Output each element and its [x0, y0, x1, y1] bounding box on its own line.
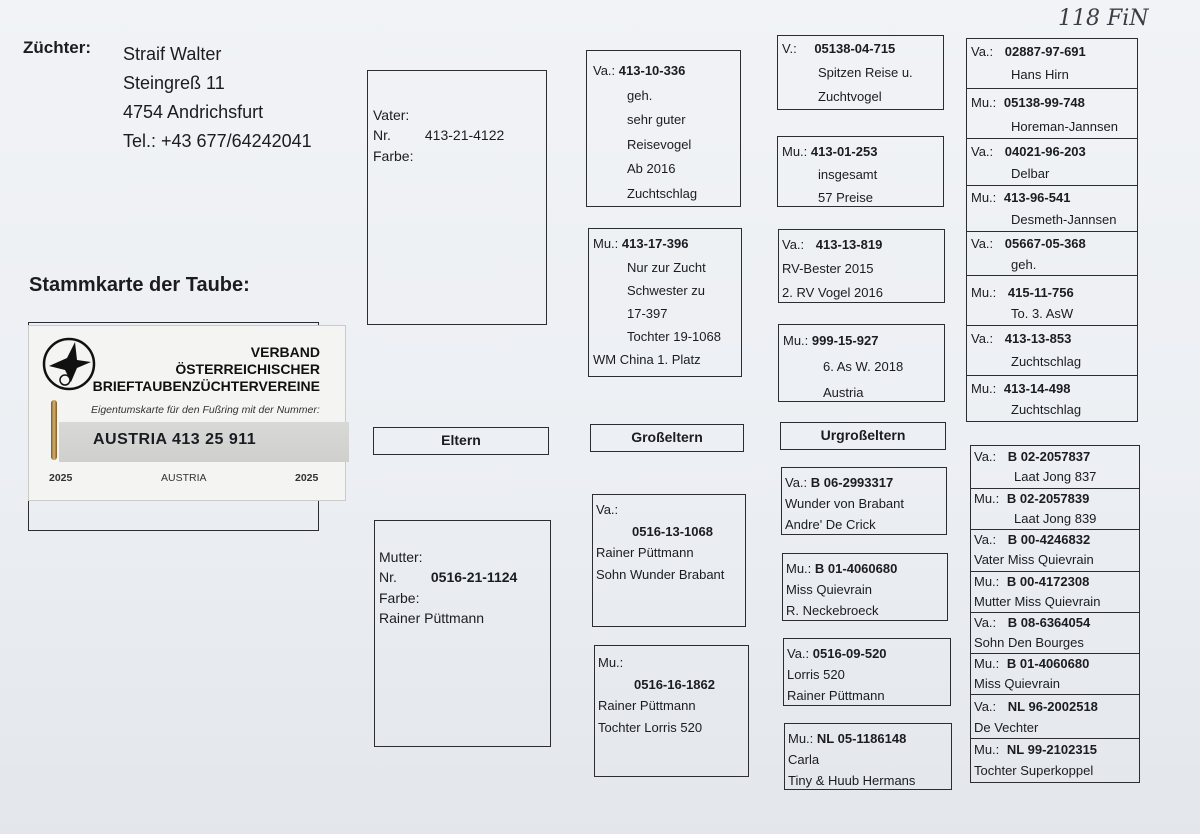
gggp-label: Mu.: — [971, 95, 997, 110]
ggp-ring: B 06-2993317 — [810, 475, 894, 490]
ggp-label: Mu.: — [788, 731, 814, 746]
gggp-ring: 413-13-853 — [1004, 331, 1072, 346]
gggp-label: Mu.: — [971, 190, 997, 205]
mother-breeder: Rainer Püttmann — [379, 609, 485, 626]
ggp-note: Spitzen Reise u. — [818, 65, 913, 80]
gggp-note: Tochter Superkoppel — [974, 763, 1094, 778]
ggp-box-5 — [781, 467, 947, 535]
gggp-ring: B 00-4246832 — [1007, 532, 1091, 547]
gggp-note: Hans Hirn — [1011, 67, 1069, 82]
card-title-line3: BRIEFTAUBENZÜCHTERVEREINE — [92, 378, 320, 394]
gp-ff-notes — [593, 84, 740, 207]
association-logo-icon — [41, 336, 97, 392]
ggp-label: Va.: — [785, 475, 808, 490]
gggp-label: Mu.: — [974, 491, 1000, 506]
gggp-label: Mu.: — [974, 656, 1000, 671]
breeder-street: Steingreß 11 — [123, 73, 225, 93]
gp-fm-note: Tochter 19-1068 — [627, 329, 721, 344]
gp-fm-note: 17-397 — [627, 306, 668, 321]
label-grandparents: Großeltern — [590, 424, 744, 452]
ring-number: AUSTRIA 413 25 911 — [93, 431, 257, 448]
gp-ff-note: Ab 2016 — [627, 161, 676, 176]
gggp-label: Va.: — [974, 699, 997, 714]
father-box — [367, 70, 547, 325]
gp-ff-note: Zuchtschlag — [627, 185, 698, 201]
gggp-note: Zuchtschlag — [1011, 354, 1082, 369]
gggp-label: Va.: — [974, 532, 997, 547]
ggp-label: Va.: — [787, 646, 810, 661]
divider — [967, 88, 1137, 89]
mother-box — [374, 520, 551, 747]
gp-mf-ring: 0516-13-1068 — [632, 523, 713, 539]
gp-fm-note: Schwester zu — [627, 283, 706, 298]
gggp-entry — [971, 378, 1081, 420]
ggp-ring: NL 05-1186148 — [816, 731, 907, 746]
ggp-note: R. Neckebroeck — [786, 603, 879, 618]
card-year-right: 2025 — [295, 472, 319, 484]
mother-label: Mutter: — [379, 549, 423, 565]
gp-fm-notes — [593, 256, 741, 348]
gggp-entry — [971, 141, 1086, 185]
ggp-ring: 999-15-927 — [811, 333, 879, 348]
label-parents: Eltern — [373, 427, 549, 455]
gggp-ring: B 02-2057839 — [1006, 491, 1090, 506]
gp-mm-ring: 0516-16-1862 — [634, 676, 715, 692]
gggp-note: geh. — [1011, 257, 1037, 272]
gp-mother-mother-box — [594, 645, 749, 777]
gggp-entry — [974, 447, 1096, 487]
ggp-note: Wunder von Brabant — [785, 496, 904, 511]
gggp-note: Horeman-Jannsen — [1011, 119, 1118, 134]
handwritten-note: 118 FiN — [1058, 6, 1149, 31]
card-title-line2: ÖSTERREICHISCHER — [175, 361, 320, 377]
divider — [971, 694, 1139, 695]
divider — [967, 231, 1137, 232]
mother-ring: 0516-21-1124 — [430, 569, 518, 586]
breeder-phone: Tel.: +43 677/64242041 — [123, 131, 312, 151]
gggp-entry — [974, 696, 1098, 738]
card-country: AUSTRIA — [161, 472, 207, 484]
gggp-label: Va.: — [974, 615, 997, 630]
gp-mm-note: Tochter Lorris 520 — [598, 719, 703, 735]
gggp-entry — [971, 327, 1081, 373]
gggp-label: Va.: — [971, 236, 994, 251]
ggp-ring: 0516-09-520 — [812, 646, 887, 661]
gggp-label: Va.: — [971, 44, 994, 59]
gggp-column-upper — [966, 38, 1138, 422]
ggp-box-7 — [783, 638, 951, 706]
ggp-note: Rainer Püttmann — [787, 688, 885, 703]
gp-ff-ring: 413-10-336 — [618, 63, 686, 78]
gggp-ring: 05138-99-748 — [1003, 95, 1085, 110]
gggp-ring: 413-14-498 — [1003, 381, 1071, 396]
gp-ff-note: Reisevogel — [627, 136, 692, 152]
gggp-ring: 02887-97-691 — [1004, 44, 1086, 59]
ggp-note: Andre' De Crick — [785, 517, 876, 532]
father-nr-label: Nr. — [373, 127, 391, 144]
gggp-note: De Vechter — [974, 720, 1039, 735]
gggp-note: Vater Miss Quievrain — [974, 552, 1094, 567]
gggp-note: Zuchtschlag — [1011, 402, 1082, 417]
card-subtitle: Eigentumskarte für den Fußring mit der Nummer: — [91, 404, 320, 416]
breeder-city: 4754 Andrichsfurt — [123, 102, 264, 122]
gp-mf-label: Va.: — [596, 502, 619, 517]
divider — [967, 375, 1137, 376]
gp-ff-note: geh. — [627, 87, 653, 103]
gggp-ring: NL 99-2102315 — [1006, 742, 1098, 757]
label-great-grandparents: Urgroßeltern — [780, 422, 946, 450]
gp-fm-note: Nur zur Zucht — [627, 260, 706, 275]
ggp-note: insgesamt — [818, 167, 878, 182]
gp-mm-label: Mu.: — [598, 655, 624, 670]
gggp-ring: B 00-4172308 — [1006, 574, 1090, 589]
ggp-note: 6. As W. 2018 — [823, 359, 904, 374]
gggp-note: Delbar — [1011, 166, 1050, 181]
gggp-ring: B 02-2057837 — [1007, 449, 1091, 464]
gp-mf-note: Rainer Püttmann — [596, 545, 694, 560]
ggp-note: Tiny & Huub Hermans — [788, 773, 916, 788]
gggp-note: To. 3. AsW — [1011, 306, 1074, 321]
father-color-label: Farbe: — [373, 147, 414, 164]
ggp-box-1 — [777, 35, 944, 110]
ring-ownership-card — [28, 325, 346, 501]
gggp-ring: 415-11-756 — [1007, 285, 1074, 300]
gggp-entry — [974, 572, 1100, 612]
divider — [967, 275, 1137, 276]
ggp-label: V.: — [782, 41, 797, 56]
ggp-box-4 — [778, 324, 945, 402]
gp-fm-note: WM China 1. Platz — [593, 352, 701, 367]
gp-father-father-box — [586, 50, 741, 207]
gggp-note: Laat Jong 837 — [1014, 469, 1097, 484]
ggp-ring: 413-13-819 — [815, 237, 883, 252]
gggp-entry — [974, 489, 1096, 529]
gggp-entry — [971, 282, 1074, 324]
gggp-label: Va.: — [971, 331, 994, 346]
divider — [967, 325, 1137, 326]
breeder-label: Züchter: — [23, 38, 91, 57]
ggp-box-8 — [784, 723, 952, 790]
gggp-ring: B 08-6364054 — [1007, 615, 1091, 630]
ggp-note: Lorris 520 — [787, 667, 845, 682]
gggp-note: Desmeth-Jannsen — [1011, 212, 1117, 227]
ggp-label: Mu.: — [783, 333, 809, 348]
ggp-note: Carla — [788, 752, 820, 767]
divider — [967, 185, 1137, 186]
ggp-note: 57 Preise — [818, 190, 873, 205]
father-label: Vater: — [373, 107, 410, 123]
gp-fm-label: Mu.: — [593, 236, 619, 251]
card-year-left: 2025 — [49, 472, 73, 484]
breeder-address — [123, 40, 312, 156]
gggp-label: Va.: — [971, 144, 994, 159]
father-ring: 413-21-4122 — [424, 127, 505, 144]
gggp-note: Laat Jong 839 — [1014, 511, 1097, 526]
gggp-entry — [974, 654, 1089, 694]
gggp-label: Mu.: — [971, 285, 997, 300]
ggp-label: Va.: — [782, 237, 805, 252]
gggp-note: Sohn Den Bourges — [974, 635, 1084, 650]
ggp-ring: B 01-4060680 — [814, 561, 898, 576]
breeder-name: Straif Walter — [123, 44, 222, 64]
gggp-label: Mu.: — [971, 381, 997, 396]
mother-nr-label: Nr. — [379, 569, 397, 586]
gggp-label: Mu.: — [974, 742, 1000, 757]
gp-ff-note: sehr guter — [627, 112, 686, 127]
ggp-note: Miss Quievrain — [786, 582, 872, 597]
gggp-entry — [971, 91, 1118, 139]
ggp-note: RV-Bester 2015 — [782, 261, 874, 276]
gggp-ring: 04021-96-203 — [1004, 144, 1086, 159]
ggp-note: Austria — [823, 385, 864, 400]
gggp-note: Miss Quievrain — [974, 676, 1060, 691]
ggp-box-6 — [782, 553, 948, 621]
ring-sample-icon — [51, 400, 57, 460]
ggp-label: Mu.: — [786, 561, 812, 576]
gggp-entry — [974, 613, 1090, 653]
gp-father-mother-box — [588, 228, 742, 377]
gggp-note: Mutter Miss Quievrain — [974, 594, 1101, 609]
ggp-note: 2. RV Vogel 2016 — [782, 285, 883, 300]
gggp-entry — [971, 187, 1117, 231]
gggp-ring: 05667-05-368 — [1004, 236, 1086, 251]
gp-mm-note: Rainer Püttmann — [598, 698, 696, 713]
card-title-line1: VERBAND — [250, 344, 320, 360]
gggp-entry — [971, 233, 1086, 275]
gggp-ring: B 01-4060680 — [1006, 656, 1090, 671]
gp-mf-note: Sohn Wunder Brabant — [596, 566, 725, 582]
gggp-label: Mu.: — [974, 574, 1000, 589]
ggp-box-3 — [778, 229, 945, 303]
gp-mother-father-box — [592, 494, 746, 627]
ggp-ring: 413-01-253 — [810, 144, 878, 159]
card-heading: Stammkarte der Taube: — [29, 274, 250, 296]
gp-fm-ring: 413-17-396 — [621, 236, 689, 251]
gggp-entry — [974, 530, 1094, 570]
ggp-label: Mu.: — [782, 144, 808, 159]
gggp-entry — [974, 739, 1097, 781]
ring-number-bar — [59, 422, 349, 462]
mother-color-label: Farbe: — [379, 589, 420, 606]
gggp-column-lower — [970, 445, 1140, 783]
gp-ff-label: Va.: — [593, 63, 616, 78]
ggp-ring: 05138-04-715 — [814, 41, 896, 56]
ggp-box-2 — [777, 136, 944, 207]
gggp-ring: NL 96-2002518 — [1007, 699, 1098, 714]
gggp-entry — [971, 40, 1086, 86]
ggp-note: Zuchtvogel — [818, 89, 882, 104]
gggp-label: Va.: — [974, 449, 997, 464]
gggp-ring: 413-96-541 — [1003, 190, 1071, 205]
